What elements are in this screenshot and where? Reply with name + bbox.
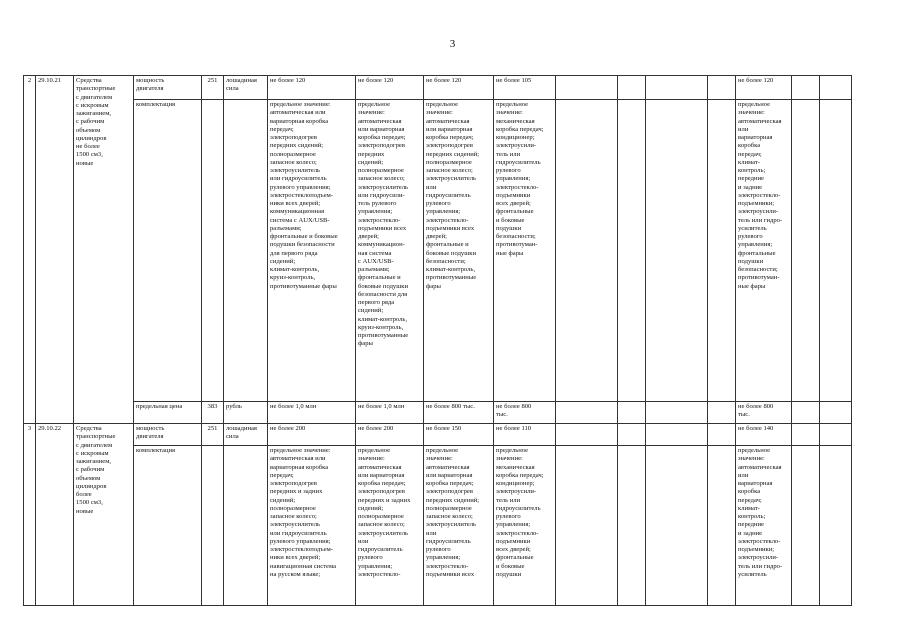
value-cell: не более 800 тыс. [494,402,556,424]
okpd-code: 29.10.21 [36,76,74,424]
empty-cell [792,100,820,402]
empty-cell [646,100,708,402]
value-cell: не более 120 [268,76,356,100]
table-row [24,402,852,424]
value-cell: не более 200 [268,424,356,446]
empty-cell [646,446,708,606]
value-cell: не более 110 [494,424,556,446]
value-cell: предельное значение: автоматическая или вариаторная коробка передач; электроподогрев передних и задних сидений; полноразмерное запасное колесо; электроусилитель или гидроусилитель рулевого управления; электростекло- [356,446,424,606]
row-number: 3 [24,424,36,606]
value-cell: не более 120 [356,76,424,100]
unit-name: лошадиная сила [224,76,268,100]
value-cell: не более 800 тыс. [736,402,792,424]
page-number: 3 [449,38,456,50]
empty-cell [224,446,268,606]
empty-cell [820,402,852,424]
empty-cell [556,100,618,402]
empty-cell [792,424,820,446]
table-row [24,76,852,100]
value-cell: не более 200 [356,424,424,446]
empty-cell [708,100,736,402]
table-row [24,446,852,606]
value-cell: не более 140 [736,424,792,446]
product-name: Средства транспортные с двигателем с искровым зажиганием, с рабочим объемом цилиндров более 1500 см3, новые [74,424,134,606]
empty-cell [202,100,224,402]
okpd-code: 29.10.22 [36,424,74,606]
okei-code: 251 [202,424,224,446]
value-cell: предельное значение: автоматическая или вариаторная коробка передач; электроподогрев передних сидений; полноразмерное запасное колесо; электроусилитель или гидроусилитель рулевого управления; электростекло- подъемники всех дверей; фронтальные и боковые подушки безопасности; климат-контроль, противотуманные фары [424,100,494,402]
table-row [24,424,852,446]
value-cell: не более 105 [494,76,556,100]
value-cell: предельное значение: автоматическая или вариаторная коробка передач; климат- контроль; передние и задние электростекло- подъемники; электроусили- тель или гидро- усилитель рулевого управления; фронтальные подушки безопасности; противотуман- ные фары [736,100,792,402]
empty-cell [646,402,708,424]
value-cell: предельное значение: автоматическая или вариаторная коробка передач; электроподогрев передних сидений; полноразмерное запасное колесо; электроусилитель или гидроусили- тель рулевого управления; электростекло- подъемники всех дверей; коммуникацион- ная система с AUX/USB- разъемами; фронтальные и боковые подушки безопасности для первого ряда сидений; климат-контроль, круиз-контроль, противотуманные фары [356,100,424,402]
characteristic-label: мощность двигателя [134,76,202,100]
unit-name: лошадиная сила [224,424,268,446]
empty-cell [618,446,646,606]
value-cell: не более 800 тыс. [424,402,494,424]
okei-code: 383 [202,402,224,424]
product-name: Средства транспортные с двигателем с искровым зажиганием, с рабочим объемом цилиндров не более 1500 см3, новые [74,76,134,424]
empty-cell [556,76,618,100]
empty-cell [556,446,618,606]
empty-cell [646,76,708,100]
empty-cell [708,76,736,100]
empty-cell [792,446,820,606]
row-number: 2 [24,76,36,424]
value-cell: не более 1,0 млн [268,402,356,424]
value-cell: предельное значение: автоматическая или вариаторная коробка передач; электроподогрев передних сидений; полноразмерное запасное колесо; электроусилитель или гидроусилитель рулевого управления; электростеклоподъем- ники всех дверей; коммуникационная система с AUX/USB- разъемами; фронтальные и боковые подушки безопасности для первого ряда сидений; климат-контроль, круиз-контроль, противотуманные фары [268,100,356,402]
characteristic-label: комплектация [134,100,202,402]
empty-cell [820,446,852,606]
value-cell: предельное значение: механическая коробка передач; кондиционер; электроусили- тель или гидроусилитель рулевого управления; электростекло- подъемники всех дверей; фронтальные и боковые подушки [494,446,556,606]
characteristic-label: комплектация [134,446,202,606]
table-row [24,100,852,402]
empty-cell [708,446,736,606]
empty-cell [820,100,852,402]
value-cell: предельное значение: механическая коробка передач; кондиционер; электроусили- тель или гидроусилитель рулевого управления; электростекло- подъемники всех дверей; фронтальные и боковые подушки безопасности; противотуман- ные фары [494,100,556,402]
characteristic-label: предельная цена [134,402,202,424]
empty-cell [820,76,852,100]
empty-cell [618,100,646,402]
empty-cell [202,446,224,606]
empty-cell [618,424,646,446]
requirements-table [23,75,852,606]
okei-code: 251 [202,76,224,100]
empty-cell [792,402,820,424]
empty-cell [646,424,708,446]
empty-cell [708,402,736,424]
value-cell: не более 150 [424,424,494,446]
empty-cell [618,402,646,424]
empty-cell [556,424,618,446]
characteristic-label: мощность двигателя [134,424,202,446]
value-cell: предельное значение: автоматическая или вариаторная коробка передач; климат- контроль; передние и задние электростекло- подъемники; электроусили- тель или гидро- усилитель [736,446,792,606]
empty-cell [708,424,736,446]
value-cell: не более 1,0 млн [356,402,424,424]
empty-cell [224,100,268,402]
value-cell: предельное значение: автоматическая или вариаторная коробка передач; электроподогрев передних и задних сидений; полноразмерное запасное колесо; электроусилитель или гидроусилитель рулевого управления; электростеклоподъем- ники всех дверей; навигационная система на русском языке; [268,446,356,606]
value-cell: не более 120 [736,76,792,100]
empty-cell [792,76,820,100]
value-cell: не более 120 [424,76,494,100]
empty-cell [556,402,618,424]
empty-cell [820,424,852,446]
unit-name: рубль [224,402,268,424]
value-cell: предельное значение: автоматическая или вариаторная коробка передач; электроподогрев передних сидений; полноразмерное запасное колесо; электроусилитель или гидроусилитель рулевого управления; электростекло- подъемники всех [424,446,494,606]
empty-cell [618,76,646,100]
